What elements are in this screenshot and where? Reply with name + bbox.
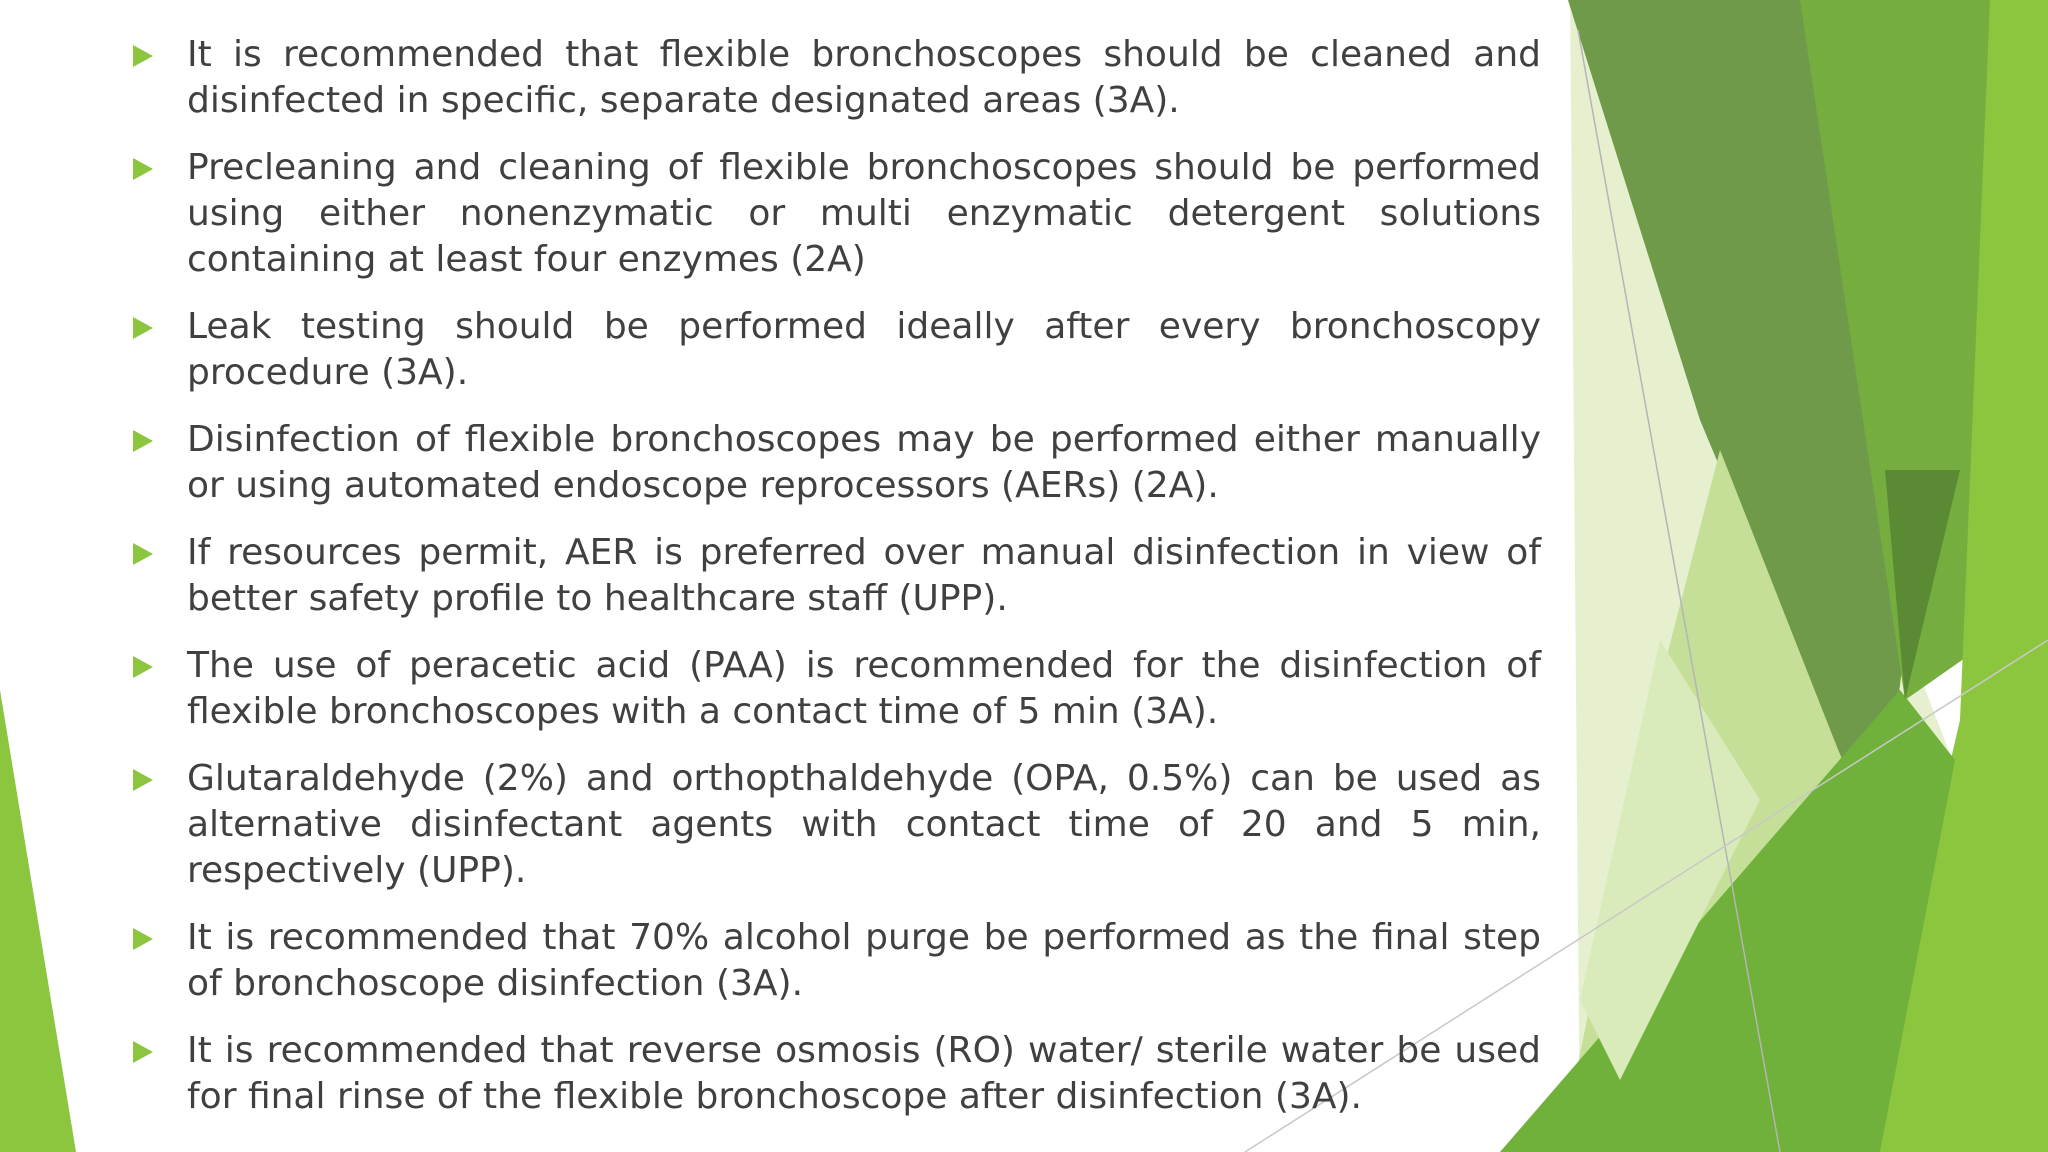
bullet-arrow-icon [133,1041,153,1063]
bullet-text: Disinfection of flexible bronchoscopes may be performed either manually or using automated endoscope reprocessors (AERs) (2A). [187,419,1541,506]
bullet-item [133,1028,1541,1120]
bullet-item [133,32,1541,124]
bullet-item [133,915,1541,1007]
bullet-text: It is recommended that reverse osmosis (RO) water/ sterile water be used for final rinse of the flexible bronchoscope after disinfection (3A). [187,1030,1541,1117]
bullet-item [133,145,1541,283]
bullet-text: The use of peracetic acid (PAA) is recommended for the disinfection of flexible bronchoscopes with a contact time of 5 min (3A). [187,645,1541,732]
bullet-arrow-icon [133,769,153,791]
bullet-text: Precleaning and cleaning of flexible bronchoscopes should be performed using either nonenzymatic or multi enzymatic detergent solutions containing at least four enzymes (2A) [187,147,1541,280]
bullet-arrow-icon [133,928,153,950]
bullet-item [133,304,1541,396]
bullet-item [133,756,1541,894]
bullet-item [133,417,1541,509]
bullet-arrow-icon [133,317,153,339]
bullet-arrow-icon [133,45,153,67]
bullet-list [133,32,1541,1141]
bullet-arrow-icon [133,158,153,180]
bullet-text: If resources permit, AER is preferred over manual disinfection in view of better safety profile to healthcare staff (UPP). [187,532,1541,619]
bullet-text: It is recommended that flexible bronchoscopes should be cleaned and disinfected in specific, separate designated areas (3A). [187,34,1541,121]
bullet-text: Glutaraldehyde (2%) and orthopthaldehyde (OPA, 0.5%) can be used as alternative disinfectant agents with contact time of 20 and 5 min, respectively (UPP). [187,758,1541,891]
bullet-text: It is recommended that 70% alcohol purge be performed as the final step of bronchoscope disinfection (3A). [187,917,1541,1004]
bullet-text: Leak testing should be performed ideally after every bronchoscopy procedure (3A). [187,306,1541,393]
left-green-sliver [0,690,76,1152]
bullet-item [133,643,1541,735]
bullet-arrow-icon [133,543,153,565]
bullet-item [133,530,1541,622]
bullet-arrow-icon [133,430,153,452]
bullet-arrow-icon [133,656,153,678]
